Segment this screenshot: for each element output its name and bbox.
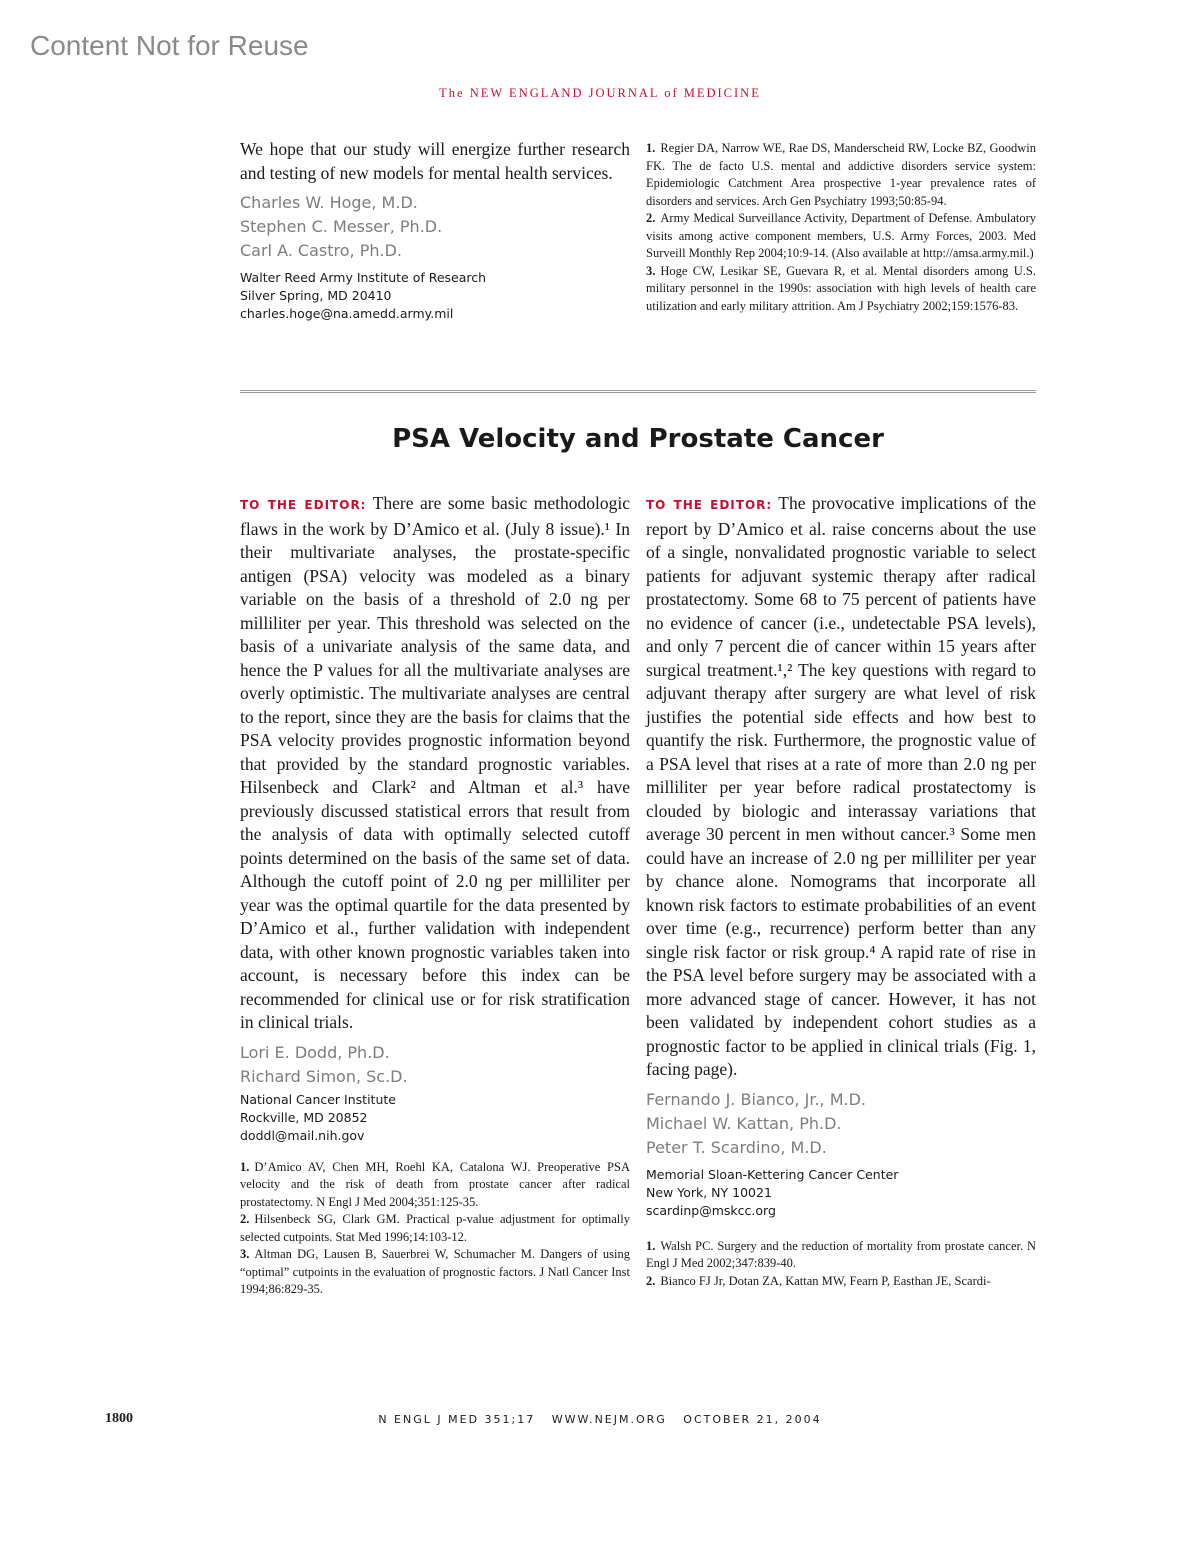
affiliation-line: Memorial Sloan-Kettering Cancer Center [646, 1166, 899, 1182]
closing-text: We hope that our study will energize further research and testing of new models for mental health services. [240, 139, 630, 183]
letter-body: TO THE EDITOR: The provocative implications of the report by D’Amico et al. raise concerns about the use of a single, nonvalidated prognostic variable to select patients for adjuvant systemic therapy after radical prostatectomy. Some 68 to 75 percent of patients have no evidence of cancer (i.e., undetectable PSA levels), and only 7 percent die of cancer within 15 years after surgical treatment.¹,² The key questions with regard to adjuvant therapy after surgery are what level of risk justifies the potential side effects and how best to quantify the risk. Furthermore, the prognostic value of a PSA level that rises at a rate of more than 2.0 ng per milliliter per year before radical prostatectomy is clouded by biologic and interassay variations that average 30 percent in men without cancer.³ Some men could have an increase of 2.0 ng per milliliter per year by chance alone. Nomograms that incorporate all known risk factors to estimate probabilities of an event over time (e.g., recurrence) perform better than any single risk factor or risk group.⁴ A rapid rate of rise in the PSA level before surgery may be associated with a more advanced stage of cancer. However, it has not been validated by independent cohort studies as a prognostic factor to be applied in clinical trials (Fig. 1, facing page). [646, 493, 1037, 1079]
author-name: Richard Simon, Sc.D. [240, 1066, 408, 1086]
reference-list [646, 140, 1036, 315]
author-name: Carl A. Castro, Ph.D. [240, 241, 402, 260]
affiliation [240, 1091, 630, 1145]
reference-item: 1. Regier DA, Narrow WE, Rae DS, Manderscheid RW, Locke BZ, Goodwin FK. The de facto U.S. mental and addictive disorders service system: Epidemiologic Catchment Area prospective 1-year prevalence rates of disorders and services. Arch Gen Psychiatry 1993;50:85-94. [646, 141, 1036, 208]
page-number: 1800 [105, 1411, 133, 1426]
author-name: Charles W. Hoge, M.D. [240, 193, 418, 212]
affiliation-line: New York, NY 10021 [646, 1184, 772, 1200]
affiliation-line: National Cancer Institute [240, 1091, 396, 1107]
email-link[interactable]: doddl@mail.nih.gov [240, 1127, 365, 1143]
author-list [240, 191, 630, 263]
to-the-editor-label: TO THE EDITOR: [646, 498, 773, 512]
article-title: PSA Velocity and Prostate Cancer [392, 424, 884, 454]
author-list [646, 1088, 1036, 1160]
to-the-editor-label: TO THE EDITOR: [240, 498, 367, 512]
reference-list [240, 1159, 630, 1299]
affiliation [646, 1166, 1036, 1220]
reference-item: 2. Army Medical Surveillance Activity, Department of Defense. Ambulatory visits among active component members, U.S. Army Forces, 2003. Med Surveill Monthly Rep 2004;10:9-14. (Also available at http://amsa.army.mil.) [646, 211, 1036, 260]
affiliation-line: Walter Reed Army Institute of Research [240, 270, 487, 285]
author-name: Fernando J. Bianco, Jr., M.D. [646, 1089, 866, 1109]
reference-item: 1. D’Amico AV, Chen MH, Roehl KA, Catalona WJ. Preoperative PSA velocity and the risk of death from prostate cancer after radical prostatectomy. N Engl J Med 2004;351:125-35. [240, 1159, 630, 1209]
author-name: Peter T. Scardino, M.D. [646, 1137, 827, 1157]
reference-item: 1. Walsh PC. Surgery and the reduction of mortality from prostate cancer. N Engl J Med 2002;347:839-40. [646, 1238, 1036, 1270]
watermark: Content Not for Reuse [30, 30, 309, 61]
author-list [240, 1041, 630, 1089]
reference-item: 2. Bianco FJ Jr, Dotan ZA, Kattan MW, Fearn P, Easthan JE, Scardi- [646, 1273, 991, 1288]
affiliation-line: Rockville, MD 20852 [240, 1109, 368, 1125]
email-link[interactable]: charles.hoge@na.amedd.army.mil [240, 306, 454, 321]
reference-list [646, 1238, 1036, 1291]
reference-item: 3. Hoge CW, Lesikar SE, Guevara R, et al. Mental disorders among U.S. military personnel in the 1990s: association with high levels of health care utilization and early military attrition. Am J Psychiatry 2002;159:1576-83. [646, 263, 1036, 313]
letter-one [240, 492, 630, 1299]
journal-citation-footer: N ENGL J MED 351;17 WWW.NEJM.ORG OCTOBER 21, 2004 [378, 1413, 822, 1426]
section-divider [240, 390, 1036, 393]
affiliation [240, 269, 630, 323]
letter-body: TO THE EDITOR: There are some basic methodologic flaws in the work by D’Amico et al. (July 8 issue).¹ In their multivariate analyses, the prostate-specific antigen (PSA) velocity was modeled as a binary variable on the basis of a threshold of 2.0 ng per milliliter per year. This threshold was selected on the basis of a univariate analysis of the same data, and hence the P values for all the multivariate analyses are overly optimistic. The multivariate analyses are central to the report, since they are the basis for claims that the PSA velocity provides prognostic information beyond that provided by the standard prognostic variables. Hilsenbeck and Clark² and Altman et al.³ have previously discussed statistical errors that result from the analysis of data with optimally selected cutoff points determined on the basis of the same set of data. Although the cutoff point of 2.0 ng per milliliter per year was the optimal quartile for the data presented by D’Amico et al., further validation with independent data, with other known prognostic variables taken into account, is necessary before this index can be recommended for clinical use or for risk stratification in clinical trials. [240, 493, 631, 1032]
affiliation-line: Silver Spring, MD 20410 [240, 288, 392, 303]
reference-item: 3. Altman DG, Lausen B, Sauerbrei W, Schumacher M. Dangers of using “optimal” cutpoints in the evaluation of prognostic factors. J Natl Cancer Inst 1994;86:829-35. [240, 1247, 630, 1296]
author-name: Stephen C. Messer, Ph.D. [240, 217, 443, 236]
previous-letter-closing [240, 138, 630, 323]
email-link[interactable]: scardinp@mskcc.org [646, 1202, 776, 1218]
letter-two [646, 492, 1036, 1290]
author-name: Lori E. Dodd, Ph.D. [240, 1042, 390, 1062]
author-name: Michael W. Kattan, Ph.D. [646, 1113, 842, 1133]
journal-header: The NEW ENGLAND JOURNAL of MEDICINE [439, 86, 761, 100]
reference-item: 2. Hilsenbeck SG, Clark GM. Practical p-value adjustment for optimally selected cutpoints. Stat Med 1996;14:103-12. [240, 1212, 630, 1244]
